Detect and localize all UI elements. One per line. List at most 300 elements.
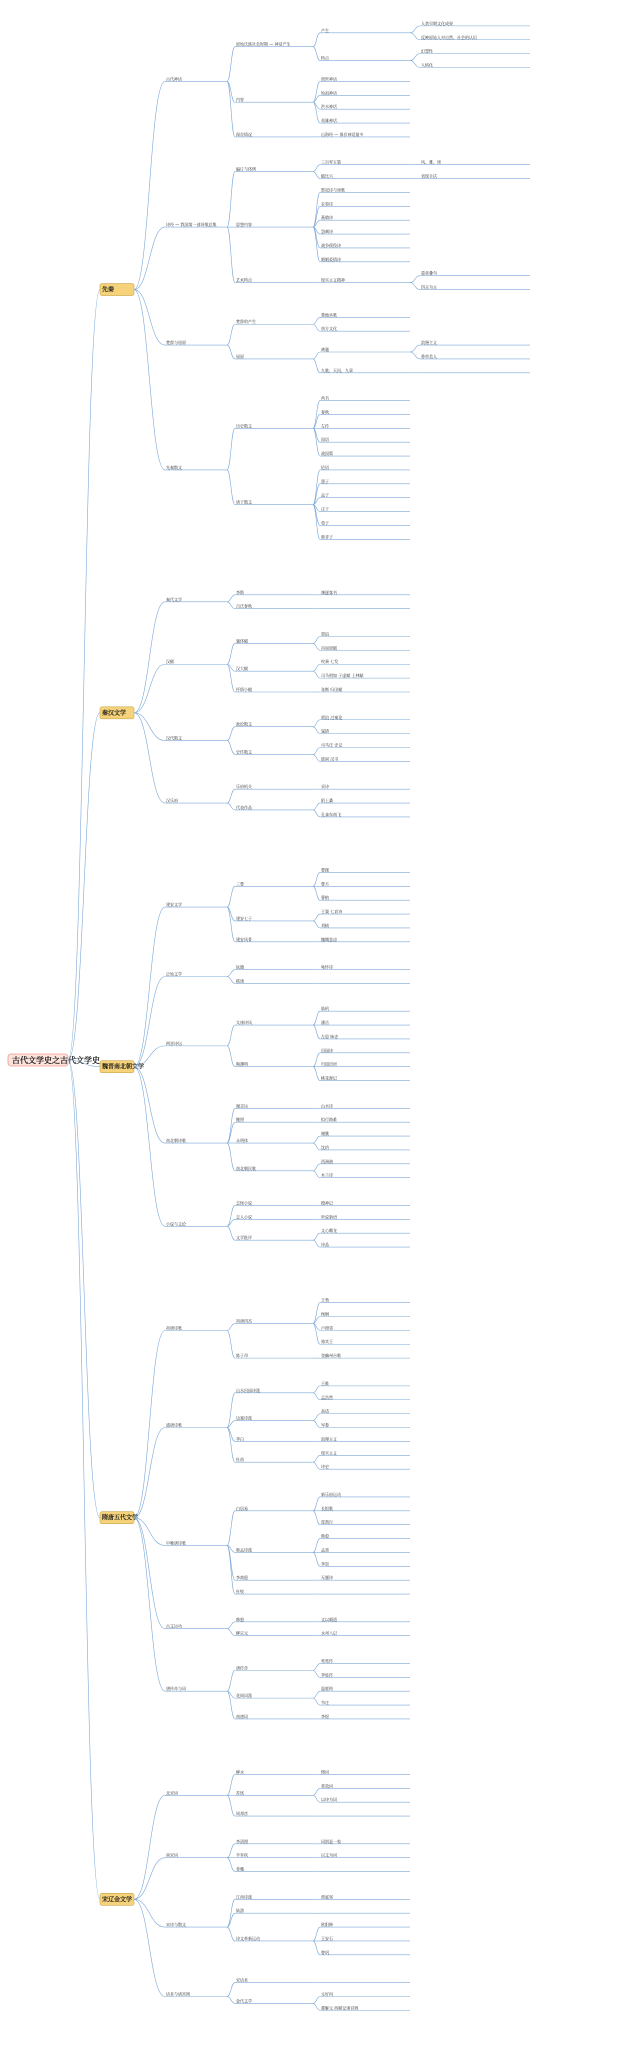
subitem-label: 搜神记 <box>321 1200 333 1206</box>
subitem-label: 文以载道 <box>321 1616 337 1622</box>
item-label: 诸子散文 <box>236 499 252 505</box>
connector-line <box>227 227 235 283</box>
item-label: 南北朝民歌 <box>236 1165 256 1171</box>
subitem-label: 沈约 <box>321 1144 329 1150</box>
subitem-label: 战争徭役诗 <box>321 242 341 248</box>
item-label: 李商隐 <box>236 1575 248 1581</box>
subitem-label: 莺莺传 <box>321 1658 333 1664</box>
subitem-label: 王粲 七哀诗 <box>321 909 343 915</box>
item-label: 李清照 <box>236 1838 248 1844</box>
subitem-label: 枚乘 七发 <box>321 659 339 665</box>
connector-line <box>313 1691 320 1698</box>
connector-line <box>227 1795 235 1816</box>
connector-line <box>313 914 320 921</box>
subitem-label: 左传 <box>321 423 329 429</box>
connector-line <box>227 1913 235 1927</box>
subitem-label: 婚姻爱情诗 <box>321 256 341 262</box>
subitem-label: 岑参 <box>321 1422 329 1428</box>
subitem-label: 曹植 <box>321 895 329 901</box>
connector-line <box>313 1670 320 1677</box>
connector-line <box>313 671 320 678</box>
connector-line <box>227 1323 235 1330</box>
subitem-label: 无题诗 <box>321 1575 333 1581</box>
subitem-label: 王维 <box>321 1380 329 1386</box>
subitem-label: 词别是一家 <box>321 1838 341 1844</box>
root-node-label: 古代文学史之古代文学史 <box>12 1055 100 1065</box>
group-label: 小说与文论 <box>166 1221 186 1227</box>
leaf-label: 幻想性 <box>421 48 433 54</box>
item-label: 鲍照 <box>236 1117 244 1123</box>
subitem-label: 文心雕龙 <box>321 1228 337 1234</box>
connector-line <box>313 1497 320 1511</box>
group-label: 唐传奇与词 <box>166 1686 186 1692</box>
connector-line <box>313 1996 320 2003</box>
item-label: 杜甫 <box>236 1457 244 1463</box>
connector-line <box>227 1996 235 2003</box>
subitem-label: 尚书 <box>321 395 329 401</box>
connector-line <box>313 803 320 810</box>
connector-line <box>313 352 320 359</box>
section-label: 魏晋南北朝文学 <box>102 1063 145 1071</box>
subitem-label: 吊屈原赋 <box>321 645 337 651</box>
connector-line <box>227 1226 235 1240</box>
connector-line <box>410 283 420 290</box>
subitem-label: 采诗 <box>321 784 329 790</box>
item-label: 骚体赋 <box>236 638 248 644</box>
subitem-label: 司马相如 子虚赋 上林赋 <box>321 673 364 679</box>
subitem-label: 英雄神话 <box>321 118 337 124</box>
connector-line <box>313 505 320 540</box>
subitem-label: 韦庄 <box>321 1700 329 1706</box>
connector-line <box>313 1136 320 1143</box>
subitem-label: 谢朓 <box>321 1131 329 1137</box>
subitem-label: 豪放词 <box>321 1783 333 1789</box>
subitem-label: 韩非子 <box>321 534 333 540</box>
subitem-label: 以诗为词 <box>321 1797 337 1803</box>
group-label: 南宋词 <box>166 1852 178 1858</box>
item-label: 楚辞的产生 <box>236 319 256 325</box>
leaf-label: 风、雅、颂 <box>421 159 441 165</box>
connector-line <box>313 428 320 456</box>
connector-line <box>313 1171 320 1178</box>
connector-line <box>227 602 235 609</box>
connector-line <box>227 1511 235 1546</box>
connector-line <box>227 664 235 692</box>
item-label: 志怪小说 <box>236 1200 252 1206</box>
subitem-label: 陆机 <box>321 1006 329 1012</box>
item-label: 编订与体例 <box>236 166 256 172</box>
leaf-label: 反映原始人对自然、社会的认识 <box>421 34 477 40</box>
connector-line <box>68 1060 100 1899</box>
item-label: 苏轼 <box>236 1790 244 1796</box>
subitem-label: 琵琶行 <box>321 1519 333 1525</box>
connector-line <box>227 595 235 602</box>
connector-line <box>227 741 235 755</box>
item-label: 吕氏春秋 <box>236 603 252 609</box>
group-label: 汉代散文 <box>166 735 182 741</box>
connector-line <box>227 172 235 228</box>
item-label: 谢灵运 <box>236 1103 248 1109</box>
connector-line <box>313 872 320 886</box>
subitem-label: 燕飨诗 <box>321 215 333 221</box>
item-label: 政论散文 <box>236 721 252 727</box>
connector-line <box>227 886 235 907</box>
item-label: 代表作品 <box>236 804 252 810</box>
connector-line <box>313 192 320 227</box>
connector-line <box>410 61 420 68</box>
connector-line <box>134 1899 165 1996</box>
subitem-label: 董解元 西厢记诸宫调 <box>321 2005 359 2011</box>
connector-line <box>227 1330 235 1358</box>
subitem-label: 诗史 <box>321 1464 329 1470</box>
subitem-label: 孟郊 <box>321 1547 329 1553</box>
item-label: 周邦彦 <box>236 1811 248 1817</box>
connector-line <box>313 748 320 755</box>
connector-line <box>410 54 420 61</box>
leaf-label: 四言为主 <box>421 284 437 290</box>
connector-line <box>227 803 235 810</box>
connector-line <box>313 1511 320 1525</box>
connector-line <box>134 1858 165 1900</box>
group-label: 楚辞与屈原 <box>166 340 186 346</box>
connector-line <box>134 1795 165 1899</box>
item-label: 宋话本 <box>236 1977 248 1983</box>
subitem-label: 谏逐客书 <box>321 589 337 595</box>
connector-line <box>313 1393 320 1400</box>
leaf-label: 重章叠句 <box>421 270 437 276</box>
connector-line <box>227 789 235 803</box>
connector-line <box>313 47 320 61</box>
subitem-label: 桃花源记 <box>321 1075 337 1081</box>
item-label: 抒情小赋 <box>236 687 252 692</box>
subitem-label: 怨刺诗 <box>321 229 333 235</box>
subitem-label: 李娃传 <box>321 1672 333 1678</box>
subitem-label: 左思 咏史 <box>321 1033 339 1039</box>
group-label: 正始文学 <box>166 971 182 977</box>
connector-line <box>313 324 320 331</box>
subitem-label: 温庭筠 <box>321 1686 333 1692</box>
connector-line <box>313 636 320 643</box>
item-label: 南唐词 <box>236 1713 248 1719</box>
subitem-label: 世说新语 <box>321 1214 337 1220</box>
group-label: 北宋词 <box>166 1790 178 1796</box>
section-label: 隋唐五代文学 <box>102 1514 139 1522</box>
subitem-label: 归园田居 <box>321 1061 337 1067</box>
connector-line <box>313 1240 320 1247</box>
connector-line <box>227 643 235 664</box>
group-label: 南北朝诗歌 <box>166 1138 186 1144</box>
subitem-label: 拟行路难 <box>321 1117 337 1123</box>
subitem-label: 赋比兴 <box>321 173 333 179</box>
subitem-label: 现实主义精神 <box>321 277 345 283</box>
leaf-label: 香草美人 <box>421 353 437 359</box>
item-label: 乐府机关 <box>236 784 252 790</box>
subitem-label: 三百零五篇 <box>321 159 341 165</box>
connector-line <box>410 352 420 359</box>
subitem-label: 农事诗 <box>321 201 333 207</box>
connector-line <box>227 1899 235 1927</box>
connector-line <box>227 1046 235 1067</box>
subitem-label: 创世神话 <box>321 76 337 82</box>
connector-line <box>227 1622 235 1629</box>
subitem-label: 王安石 <box>321 1935 333 1941</box>
section-label: 宋辽金文学 <box>102 1896 133 1904</box>
subitem-label: 潘岳 <box>321 1020 329 1026</box>
group-label: 盛唐诗歌 <box>166 1422 182 1428</box>
subitem-label: 木兰诗 <box>321 1172 333 1178</box>
subitem-label: 战国策 <box>321 451 333 457</box>
subitem-label: 曹操 <box>321 867 329 873</box>
connector-line <box>313 227 320 262</box>
connector-line <box>134 1330 165 1517</box>
subitem-label: 南方文化 <box>321 326 337 332</box>
subitem-label: 曾巩 <box>321 1949 329 1955</box>
connector-line <box>313 359 320 373</box>
connector-line <box>313 1067 320 1081</box>
group-label: 汉赋 <box>166 659 174 665</box>
subitem-label: 李煜 <box>321 1713 329 1719</box>
connector-line <box>313 1788 320 1795</box>
subitem-label: 田园诗 <box>321 1047 333 1053</box>
connector-line <box>68 290 100 1060</box>
connector-line <box>227 1858 235 1872</box>
group-label: 话本与诸宫调 <box>166 1991 190 1997</box>
connector-line <box>227 1629 235 1636</box>
connector-line <box>227 324 235 345</box>
group-label: 汉乐府 <box>166 798 178 804</box>
subitem-label: 贾谊 过秦论 <box>321 714 343 720</box>
connector-line <box>227 1143 235 1171</box>
subitem-label: 楚地巫歌 <box>321 312 337 318</box>
item-label: 陈子昂 <box>236 1353 248 1359</box>
subitem-label: 墨子 <box>321 478 329 484</box>
item-label: 原始氏族社会时期 — 神话产生 <box>236 41 291 47</box>
connector-line <box>313 1421 320 1428</box>
item-label: 思想内容 <box>236 222 252 228</box>
subitem-label: 张衡 归田赋 <box>321 687 343 692</box>
subitem-label: 长恨歌 <box>321 1505 333 1511</box>
subitem-label: 司马迁 史记 <box>321 742 343 748</box>
item-label: 韩愈 <box>236 1616 244 1622</box>
connector-line <box>313 720 320 727</box>
connector-line <box>68 713 100 1060</box>
subitem-label: 欧阳修 <box>321 1922 333 1928</box>
connector-line <box>134 1518 165 1691</box>
connector-line <box>313 1663 320 1670</box>
connector-line <box>134 1067 165 1143</box>
subitem-label: 曹丕 <box>321 881 329 887</box>
subitem-label: 韩愈 <box>321 1533 329 1539</box>
connector-line <box>227 1108 235 1143</box>
leaf-label: 浪漫主义 <box>421 340 437 346</box>
subitem-label: 洪水神话 <box>321 104 337 110</box>
connector-line <box>134 907 165 1067</box>
subitem-label: 论语 <box>321 464 329 470</box>
connector-line <box>134 976 165 1066</box>
subitem-label: 西洲曲 <box>321 1158 333 1164</box>
connector-line <box>134 1518 165 1629</box>
item-label: 内容 <box>236 97 244 103</box>
section-label: 先秦 <box>102 286 115 294</box>
connector-line <box>227 970 235 977</box>
subitem-label: 庄子 <box>321 506 329 512</box>
connector-line <box>313 401 320 429</box>
subitem-label: 新乐府运动 <box>321 1491 341 1497</box>
item-label: 保存情况 <box>236 131 252 137</box>
connector-line <box>313 1164 320 1171</box>
item-label: 初唐四杰 <box>236 1318 252 1324</box>
section-label: 秦汉文学 <box>102 709 127 717</box>
item-label: 建安风骨 <box>236 936 252 942</box>
connector-line <box>227 1691 235 1719</box>
subitem-label: 孔雀东南飞 <box>321 811 341 817</box>
connector-line <box>313 643 320 650</box>
subitem-label: 慢词 <box>321 1769 329 1775</box>
connector-line <box>134 227 165 289</box>
subitem-label: 刘桢 <box>321 922 329 928</box>
connector-line <box>227 1844 235 1858</box>
subitem-label: 杨炯 <box>321 1311 329 1317</box>
connector-line <box>410 345 420 352</box>
group-label: 古代神话 <box>166 76 182 82</box>
connector-line <box>313 1414 320 1421</box>
connector-line <box>313 1053 320 1067</box>
subitem-label: 孟子 <box>321 492 329 498</box>
item-label: 太康诗风 <box>236 1020 252 1026</box>
connector-line <box>313 921 320 928</box>
connector-line <box>313 1552 320 1566</box>
connector-line <box>313 1462 320 1469</box>
connector-line <box>313 810 320 817</box>
connector-line <box>313 470 320 505</box>
item-label: 三曹 <box>236 881 244 887</box>
connector-line <box>313 886 320 900</box>
connector-line <box>227 1774 235 1795</box>
item-label: 江西诗派 <box>236 1894 252 1900</box>
connector-line <box>227 345 235 359</box>
connector-line <box>227 1927 235 1941</box>
connector-line <box>313 754 320 761</box>
connector-line <box>313 664 320 671</box>
subitem-label: 慷慨悲凉 <box>321 936 337 942</box>
subitem-label: 祭祀诗与颂歌 <box>321 187 345 193</box>
subitem-label: 晁错 <box>321 728 329 734</box>
connector-line <box>134 1428 165 1518</box>
item-label: 阮籍 <box>236 964 244 970</box>
item-label: 杜牧 <box>236 1589 244 1595</box>
group-label: 诗经 — 我国第一部诗歌总集 <box>166 222 217 228</box>
item-label: 辛弃疾 <box>236 1852 248 1858</box>
item-label: 花间词派 <box>236 1693 252 1699</box>
connector-line <box>313 1143 320 1150</box>
subitem-label: 春秋 <box>321 409 329 415</box>
connector-line <box>227 1545 235 1594</box>
item-label: 柳永 <box>236 1769 244 1775</box>
connector-line <box>410 276 420 283</box>
connector-line <box>227 1545 235 1580</box>
item-label: 永明体 <box>236 1138 248 1144</box>
item-label: 历史散文 <box>236 423 252 429</box>
item-label: 韩孟诗派 <box>236 1547 252 1553</box>
subitem-label: 永州八记 <box>321 1630 337 1636</box>
connector-line <box>227 1393 235 1428</box>
subitem-label: 产生 <box>321 27 329 33</box>
connector-line <box>227 1670 235 1691</box>
item-label: 金代文学 <box>236 1998 252 2004</box>
item-label: 边塞诗派 <box>236 1415 252 1421</box>
subitem-label: 山水诗 <box>321 1103 333 1109</box>
connector-line <box>313 33 320 47</box>
connector-line <box>134 1899 165 1927</box>
connector-line <box>313 1011 320 1025</box>
connector-line <box>410 26 420 33</box>
group-label: 初唐诗歌 <box>166 1325 182 1331</box>
subitem-label: 现实主义 <box>321 1450 337 1456</box>
connector-line <box>134 290 165 346</box>
subitem-label: 离骚 <box>321 347 329 352</box>
leaf-label: 人格化 <box>421 62 433 68</box>
group-label: 秦代文学 <box>166 596 182 602</box>
item-label: 屈原 <box>236 353 244 359</box>
subitem-label: 登幽州台歌 <box>321 1353 341 1359</box>
subitem-label: 陌上桑 <box>321 798 333 804</box>
connector-line <box>134 1067 165 1227</box>
subitem-label: 始祖神话 <box>321 90 337 96</box>
subitem-label: 元好问 <box>321 1991 333 1997</box>
connector-line <box>134 664 165 713</box>
connector-line <box>227 470 235 505</box>
connector-line <box>227 1025 235 1046</box>
connector-line <box>134 602 165 713</box>
leaf-label: 人类早期文化成果 <box>421 20 453 26</box>
connector-line <box>410 33 420 40</box>
leaf-label: 表现手法 <box>421 173 437 179</box>
connector-line <box>227 428 235 470</box>
connector-line <box>313 1795 320 1802</box>
subitem-label: 以文为词 <box>321 1852 337 1858</box>
connector-line <box>313 1539 320 1553</box>
group-label: 先秦散文 <box>166 464 182 470</box>
connector-line <box>227 727 235 741</box>
subitem-label: 国语 <box>321 437 329 443</box>
item-label: 白居易 <box>236 1505 248 1511</box>
item-label: 诗文革新运动 <box>236 1935 260 1941</box>
item-label: 李白 <box>236 1436 244 1442</box>
connector-line <box>227 976 235 983</box>
connector-line <box>313 1386 320 1393</box>
connector-line <box>313 1025 320 1039</box>
item-label: 李斯 <box>236 589 244 595</box>
connector-line <box>313 1233 320 1240</box>
connector-line <box>313 727 320 734</box>
item-label: 嵇康 <box>236 978 244 984</box>
connector-line <box>313 2003 320 2010</box>
group-label: 宋诗与散文 <box>166 1922 186 1928</box>
connector-line <box>227 47 235 82</box>
subitem-label: 贾谊 <box>321 631 329 637</box>
item-label: 唐传奇 <box>236 1665 248 1671</box>
subitem-label: 浪漫主义 <box>321 1436 337 1442</box>
item-label: 文学批评 <box>236 1235 252 1241</box>
subitem-label: 骆宾王 <box>321 1339 333 1345</box>
item-label: 史传散文 <box>236 749 252 755</box>
item-label: 陆游 <box>236 1908 244 1914</box>
connector-line <box>313 165 320 172</box>
connector-line <box>227 81 235 137</box>
subitem-label: 咏怀诗 <box>321 964 333 970</box>
connector-line <box>134 713 165 741</box>
subitem-label: 特点 <box>321 55 329 61</box>
